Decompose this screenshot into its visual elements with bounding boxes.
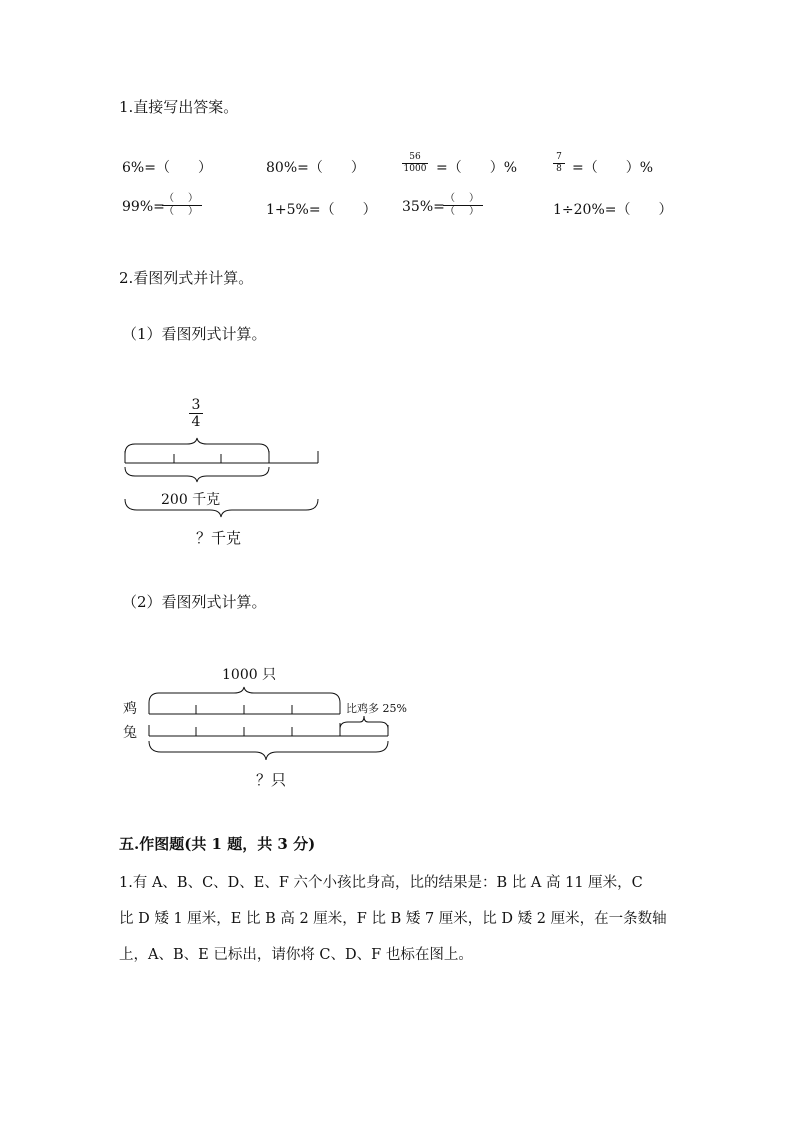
section5-paragraph-line: 上，A、B、E 已标出，请你将 C、D、F 也标在图上。: [119, 947, 473, 963]
q1-item-fraction-percent: =（ ）%: [436, 160, 518, 176]
diagram2-extra-brace: [340, 716, 388, 729]
q2-heading: 2.看图列式并计算。: [119, 269, 254, 287]
q1-heading: 1.直接写出答案。: [119, 98, 239, 116]
section5-paragraph-line: 1.有 A、B、C、D、E、F 六个小孩比身高，比的结果是：B 比 A 高 11 厘米，C: [119, 875, 643, 891]
fraction-denominator: （ ）: [445, 206, 481, 217]
q1-item-1-plus-5-percent: 1+5%=（ ）: [266, 202, 377, 218]
fraction-denominator: 1000: [403, 164, 427, 174]
q1-item-seven-eighths-percent: =（ ）%: [572, 160, 654, 176]
diagram1-total-label: ？千克: [196, 529, 242, 547]
fraction-denominator: （ ）: [164, 206, 200, 217]
diagram1-part-label: 200 千克: [161, 492, 221, 508]
diagram2-total-brace: [149, 741, 388, 760]
fraction-denominator: 8: [556, 164, 562, 174]
diagram2-chicken-label: 鸡: [123, 701, 137, 717]
diagram2-top-brace: [149, 687, 340, 703]
section5-paragraph-line: 比 D 矮 1 厘米，E 比 B 高 2 厘米，F 比 B 矮 7 厘米，比 D 矮 2 厘米，在一条数轴: [119, 911, 667, 927]
diagram2-total-label: ？只: [256, 771, 287, 789]
q2-sub2-title: （2）看图列式计算。: [122, 593, 267, 611]
q2-sub1-title: （1）看图列式计算。: [122, 325, 267, 343]
q1-item-80-percent: 80%=（ ）: [266, 160, 365, 176]
q1-item-6-percent: 6%=（ ）: [122, 160, 212, 176]
diagram2-top-label: 1000 只: [222, 667, 277, 683]
fraction-numerator: （ ）: [164, 193, 200, 204]
q1-item-35-percent: 35%=: [402, 199, 445, 215]
diagram2-rabbit-label: 兔: [123, 725, 137, 741]
fraction-denominator: 4: [191, 414, 201, 430]
fraction-numerator: （ ）: [445, 193, 481, 204]
q1-item-1-div-20-percent: 1÷20%=（ ）: [553, 202, 673, 218]
fraction-numerator: 3: [191, 397, 201, 413]
section5-heading: 五.作图题(共 1 题，共 3 分): [119, 835, 316, 853]
q1-item-99-percent: 99%=: [122, 199, 165, 215]
fraction-numerator: 56: [409, 152, 421, 162]
fraction-numerator: 7: [556, 152, 562, 162]
diagram2-more-label: 比鸡多 25%: [346, 702, 407, 715]
